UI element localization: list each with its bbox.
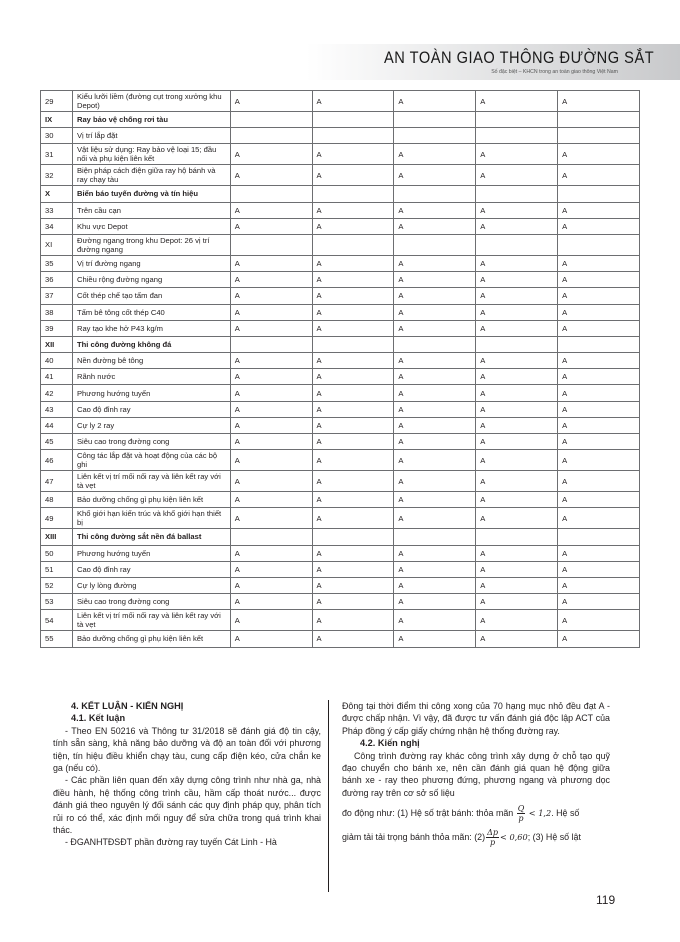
- rating-cell: A: [558, 288, 640, 304]
- fraction-numerator: Δp: [487, 828, 498, 838]
- table-row: [41, 369, 640, 385]
- row-number: 54: [41, 610, 73, 631]
- rating-cell: [558, 336, 640, 352]
- row-number: 53: [41, 594, 73, 610]
- journal-subtitle: Số đặc biệt – KHCN trong an toàn giao thông Việt Nam: [491, 69, 618, 75]
- table-row: [41, 128, 640, 144]
- row-number: XII: [41, 336, 73, 352]
- rating-cell: A: [558, 434, 640, 450]
- rating-cell: A: [312, 304, 394, 320]
- rating-cell: A: [312, 508, 394, 529]
- rating-cell: A: [476, 561, 558, 577]
- right-column: [342, 700, 610, 847]
- conclusion-paragraph-continued: Đông tại thời điểm thi công xong của 70 hạng mục nhỏ đều đạt A - được chấp nhận. Vì vậy, đã được tư vấn đánh giá độc lập ACT của Pháp đồng ý cấp giấy chứng nhận hệ thống đường ray.: [342, 701, 610, 736]
- rating-cell: A: [230, 202, 312, 218]
- journal-title: AN TOÀN GIAO THÔNG ĐƯỜNG SẮT: [383, 48, 654, 67]
- rating-cell: [312, 128, 394, 144]
- section-heading: 4. KẾT LUẬN - KIẾN NGHỊ: [71, 701, 184, 711]
- formula-1-relation: < 1,2: [528, 808, 552, 819]
- row-description: Vật liệu sử dụng: Ray bảo vệ loại 15; đầu nối và phụ kiện liên kết: [72, 144, 230, 165]
- rating-cell: A: [558, 561, 640, 577]
- rating-cell: A: [230, 255, 312, 271]
- row-description: Liên kết vị trí mối nối ray và liên kết ray với tà vẹt: [72, 610, 230, 631]
- rating-cell: [558, 128, 640, 144]
- row-number: 32: [41, 165, 73, 186]
- rating-cell: A: [558, 508, 640, 529]
- evaluation-table: [40, 90, 640, 648]
- rating-cell: [476, 529, 558, 545]
- row-description: Cao độ đỉnh ray: [72, 561, 230, 577]
- table-section-row: [41, 112, 640, 128]
- table-row: [41, 545, 640, 561]
- row-number: 40: [41, 353, 73, 369]
- rating-cell: [476, 112, 558, 128]
- rating-cell: A: [558, 304, 640, 320]
- conclusion-paragraph-3: - ĐGANHTĐSĐT phần đường ray tuyến Cát Linh - Hà: [65, 837, 277, 848]
- rating-cell: A: [230, 561, 312, 577]
- table-row: [41, 353, 640, 369]
- table-body: [41, 91, 640, 648]
- row-number: XIII: [41, 529, 73, 545]
- rating-cell: A: [312, 471, 394, 492]
- formula-1-text: đo động như: (1) Hệ số trật bánh: thỏa mãn: [342, 808, 514, 819]
- rating-cell: A: [230, 165, 312, 186]
- table-row: [41, 417, 640, 433]
- row-number: 55: [41, 631, 73, 647]
- rating-cell: [394, 128, 476, 144]
- rating-cell: A: [230, 304, 312, 320]
- formula-1-tail: . Hệ số: [551, 808, 580, 819]
- rating-cell: A: [230, 610, 312, 631]
- formula-line-1: [342, 804, 610, 823]
- row-number: 38: [41, 304, 73, 320]
- rating-cell: A: [312, 610, 394, 631]
- fraction-denominator: p: [518, 814, 524, 824]
- row-description: Thi công đường không đá: [72, 336, 230, 352]
- rating-cell: A: [558, 401, 640, 417]
- formula-2-relation: < 0,60: [499, 832, 528, 843]
- row-description: Liên kết vị trí mối nối ray và liên kết ray với tà vẹt: [72, 471, 230, 492]
- rating-cell: A: [394, 492, 476, 508]
- rating-cell: A: [230, 369, 312, 385]
- rating-cell: A: [476, 577, 558, 593]
- rating-cell: A: [312, 594, 394, 610]
- rating-cell: A: [394, 471, 476, 492]
- row-number: 49: [41, 508, 73, 529]
- rating-cell: [476, 234, 558, 255]
- subsection-heading-conclusion: 4.1. Kết luận: [71, 713, 126, 724]
- row-number: 45: [41, 434, 73, 450]
- table-row: [41, 234, 640, 255]
- rating-cell: A: [230, 320, 312, 336]
- rating-cell: A: [476, 165, 558, 186]
- rating-cell: A: [476, 144, 558, 165]
- rating-cell: [230, 186, 312, 202]
- rating-cell: A: [476, 272, 558, 288]
- rating-cell: A: [476, 255, 558, 271]
- table-row: [41, 508, 640, 529]
- rating-cell: A: [312, 218, 394, 234]
- rating-cell: A: [312, 434, 394, 450]
- table-row: [41, 561, 640, 577]
- rating-cell: A: [394, 255, 476, 271]
- rating-cell: A: [230, 492, 312, 508]
- table-row: [41, 434, 640, 450]
- table-row: [41, 450, 640, 471]
- rating-cell: A: [394, 545, 476, 561]
- rating-cell: A: [476, 218, 558, 234]
- rating-cell: A: [312, 385, 394, 401]
- row-description: Khổ giới hạn kiến trúc và khổ giới hạn thiết bị: [72, 508, 230, 529]
- table-row: [41, 288, 640, 304]
- rating-cell: [230, 112, 312, 128]
- table-row: [41, 165, 640, 186]
- rating-cell: [230, 234, 312, 255]
- rating-cell: A: [476, 202, 558, 218]
- rating-cell: A: [230, 434, 312, 450]
- row-description: Bảo dưỡng chống gỉ phụ kiện liên kết: [72, 492, 230, 508]
- row-number: 30: [41, 128, 73, 144]
- row-description: Thi công đường sắt nền đá ballast: [72, 529, 230, 545]
- rating-cell: A: [394, 353, 476, 369]
- rating-cell: [394, 336, 476, 352]
- row-number: 35: [41, 255, 73, 271]
- rating-cell: A: [558, 545, 640, 561]
- rating-cell: A: [476, 434, 558, 450]
- rating-cell: A: [230, 545, 312, 561]
- rating-cell: A: [394, 165, 476, 186]
- table-row: [41, 401, 640, 417]
- rating-cell: A: [558, 577, 640, 593]
- rating-cell: A: [312, 288, 394, 304]
- row-description: Khu vực Depot: [72, 218, 230, 234]
- rating-cell: A: [394, 218, 476, 234]
- rating-cell: A: [394, 450, 476, 471]
- rating-cell: A: [476, 401, 558, 417]
- row-description: Phương hướng tuyến: [72, 545, 230, 561]
- row-description: Vị trí lắp đặt: [72, 128, 230, 144]
- rating-cell: A: [476, 417, 558, 433]
- conclusion-paragraph-2: - Các phần liên quan đến xây dựng công trình như nhà ga, nhà điều hành, hệ thống công trình cầu, hầm cấp thoát nước... được đánh giá theo nguyên lý đối sánh các quy định pháp quy, phân tích rủi ro có thể, xác định mối nguy để sửa chữa trong quá trình khai thác.: [53, 775, 321, 836]
- row-number: 44: [41, 417, 73, 433]
- rating-cell: A: [312, 417, 394, 433]
- table-row: [41, 492, 640, 508]
- rating-cell: A: [558, 320, 640, 336]
- rating-cell: A: [476, 508, 558, 529]
- rating-cell: A: [558, 417, 640, 433]
- rating-cell: A: [476, 288, 558, 304]
- rating-cell: A: [230, 288, 312, 304]
- recommendation-paragraph: Công trình đường ray khác công trình xây dựng ở chỗ tạo quỹ đạo chuyển cho bánh xe, nên cần đánh giá quan hệ động giữa bánh xe - ray theo phương đứng, phương ngang và phương dọc đường ray trên cơ sở số liệu: [342, 750, 610, 798]
- table-row: [41, 272, 640, 288]
- rating-cell: A: [394, 320, 476, 336]
- rating-cell: A: [312, 577, 394, 593]
- rating-cell: A: [394, 610, 476, 631]
- table-section-row: [41, 186, 640, 202]
- row-description: Nền đường bê tông: [72, 353, 230, 369]
- row-description: Bảo dưỡng chống gỉ phụ kiện liên kết: [72, 631, 230, 647]
- fraction-dp-over-p: [486, 828, 499, 847]
- rating-cell: A: [230, 385, 312, 401]
- rating-cell: A: [312, 369, 394, 385]
- rating-cell: A: [312, 320, 394, 336]
- fraction-numerator: Q: [517, 804, 525, 814]
- row-number: 46: [41, 450, 73, 471]
- table-row: [41, 471, 640, 492]
- rating-cell: A: [394, 434, 476, 450]
- rating-cell: A: [476, 450, 558, 471]
- row-description: Tấm bê tông cốt thép C40: [72, 304, 230, 320]
- rating-cell: [476, 336, 558, 352]
- rating-cell: A: [312, 561, 394, 577]
- row-description: Siêu cao trong đường cong: [72, 594, 230, 610]
- rating-cell: A: [558, 471, 640, 492]
- rating-cell: A: [558, 594, 640, 610]
- rating-cell: A: [476, 385, 558, 401]
- rating-cell: A: [230, 594, 312, 610]
- rating-cell: A: [230, 508, 312, 529]
- rating-cell: A: [312, 255, 394, 271]
- table-section-row: [41, 529, 640, 545]
- rating-cell: [394, 234, 476, 255]
- rating-cell: A: [476, 369, 558, 385]
- rating-cell: [558, 234, 640, 255]
- rating-cell: A: [558, 272, 640, 288]
- row-description: Chiều rộng đường ngang: [72, 272, 230, 288]
- table-row: [41, 255, 640, 271]
- rating-cell: A: [558, 165, 640, 186]
- row-description: Biển báo tuyến đường và tín hiệu: [72, 186, 230, 202]
- rating-cell: A: [394, 304, 476, 320]
- row-description: Công tác lắp đặt và hoạt động của các bộ ghi: [72, 450, 230, 471]
- rating-cell: [230, 336, 312, 352]
- row-number: XI: [41, 234, 73, 255]
- table-row: [41, 610, 640, 631]
- rating-cell: A: [394, 401, 476, 417]
- row-number: 36: [41, 272, 73, 288]
- rating-cell: A: [476, 304, 558, 320]
- rating-cell: [312, 186, 394, 202]
- conclusion-paragraph-1: - Theo EN 50216 và Thông tư 31/2018 sẽ đánh giá độ tin cậy, tính sẵn sàng, khả năng bảo dưỡng và độ an toàn đối với phương tiện, tín hiệu điều khiển chạy tàu, cung cấp điện kéo, cửa chắn ke ga (nếu có).: [53, 725, 321, 774]
- rating-cell: A: [312, 165, 394, 186]
- table-row: [41, 577, 640, 593]
- row-number: 50: [41, 545, 73, 561]
- page-number: 119: [596, 893, 616, 907]
- row-description: Biện pháp cách điện giữa ray hộ bánh và ray chạy tàu: [72, 165, 230, 186]
- rating-cell: A: [558, 631, 640, 647]
- rating-cell: A: [312, 545, 394, 561]
- rating-cell: A: [230, 631, 312, 647]
- row-number: 29: [41, 91, 73, 112]
- rating-cell: A: [558, 353, 640, 369]
- row-description: Phương hướng tuyến: [72, 385, 230, 401]
- table-row: [41, 144, 640, 165]
- rating-cell: A: [230, 401, 312, 417]
- rating-cell: A: [394, 385, 476, 401]
- left-column: [53, 700, 321, 849]
- rating-cell: A: [312, 202, 394, 218]
- rating-cell: A: [558, 91, 640, 112]
- rating-cell: A: [312, 91, 394, 112]
- rating-cell: [312, 234, 394, 255]
- rating-cell: A: [558, 450, 640, 471]
- rating-cell: A: [230, 144, 312, 165]
- table-row: [41, 304, 640, 320]
- rating-cell: A: [312, 353, 394, 369]
- row-number: 34: [41, 218, 73, 234]
- rating-cell: A: [476, 631, 558, 647]
- rating-cell: A: [394, 369, 476, 385]
- rating-cell: A: [558, 202, 640, 218]
- rating-cell: A: [558, 255, 640, 271]
- rating-cell: [312, 336, 394, 352]
- rating-cell: A: [558, 144, 640, 165]
- rating-cell: A: [394, 561, 476, 577]
- formula-2-text: giảm tải tải trọng bánh thỏa mãn: (2): [342, 832, 486, 843]
- table-row: [41, 631, 640, 647]
- rating-cell: A: [394, 272, 476, 288]
- table-section-row: [41, 336, 640, 352]
- rating-cell: A: [558, 492, 640, 508]
- rating-cell: A: [394, 91, 476, 112]
- rating-cell: A: [312, 272, 394, 288]
- rating-cell: A: [558, 369, 640, 385]
- rating-cell: A: [394, 202, 476, 218]
- rating-cell: A: [558, 610, 640, 631]
- rating-cell: A: [394, 594, 476, 610]
- row-description: Cốt thép chế tạo tấm đan: [72, 288, 230, 304]
- rating-cell: [312, 529, 394, 545]
- row-description: Siêu cao trong đường cong: [72, 434, 230, 450]
- rating-cell: A: [230, 218, 312, 234]
- row-description: Kiểu lưỡi liềm (đường cụt trong xưởng khu Depot): [72, 91, 230, 112]
- rating-cell: [558, 112, 640, 128]
- table-row: [41, 320, 640, 336]
- rating-cell: A: [476, 594, 558, 610]
- rating-cell: A: [394, 288, 476, 304]
- rating-cell: A: [230, 471, 312, 492]
- rating-cell: [476, 128, 558, 144]
- rating-cell: A: [312, 492, 394, 508]
- rating-cell: A: [476, 91, 558, 112]
- rating-cell: A: [394, 631, 476, 647]
- rating-cell: A: [476, 353, 558, 369]
- row-description: Trên cầu cạn: [72, 202, 230, 218]
- row-number: 48: [41, 492, 73, 508]
- rating-cell: A: [230, 577, 312, 593]
- table-row: [41, 91, 640, 112]
- table-row: [41, 202, 640, 218]
- rating-cell: [312, 112, 394, 128]
- row-number: 37: [41, 288, 73, 304]
- rating-cell: [558, 186, 640, 202]
- rating-cell: A: [394, 144, 476, 165]
- row-number: 41: [41, 369, 73, 385]
- row-number: 31: [41, 144, 73, 165]
- rating-cell: [230, 529, 312, 545]
- row-number: X: [41, 186, 73, 202]
- row-number: 43: [41, 401, 73, 417]
- rating-cell: [230, 128, 312, 144]
- rating-cell: A: [558, 385, 640, 401]
- rating-cell: A: [230, 353, 312, 369]
- rating-cell: [394, 186, 476, 202]
- column-divider: [328, 700, 329, 892]
- row-number: 47: [41, 471, 73, 492]
- rating-cell: [558, 529, 640, 545]
- fraction-q-over-p: [517, 804, 526, 823]
- row-description: Vị trí đường ngang: [72, 255, 230, 271]
- rating-cell: A: [476, 545, 558, 561]
- row-description: Cự ly 2 ray: [72, 417, 230, 433]
- rating-cell: A: [558, 218, 640, 234]
- table-row: [41, 385, 640, 401]
- formula-2-tail: ; (3) Hệ số lật: [527, 832, 581, 843]
- formula-line-2: [342, 828, 610, 847]
- rating-cell: A: [230, 272, 312, 288]
- row-description: Đường ngang trong khu Depot: 26 vị trí đường ngang: [72, 234, 230, 255]
- rating-cell: A: [230, 450, 312, 471]
- rating-cell: A: [394, 417, 476, 433]
- table-row: [41, 218, 640, 234]
- rating-cell: A: [312, 144, 394, 165]
- subsection-heading-recommendation: 4.2. Kiến nghị: [360, 738, 420, 749]
- rating-cell: A: [230, 417, 312, 433]
- row-number: 33: [41, 202, 73, 218]
- rating-cell: A: [394, 577, 476, 593]
- rating-cell: [394, 112, 476, 128]
- rating-cell: A: [312, 401, 394, 417]
- table-row: [41, 594, 640, 610]
- rating-cell: A: [230, 91, 312, 112]
- fraction-denominator: p: [489, 838, 496, 848]
- row-description: Rãnh nước: [72, 369, 230, 385]
- row-description: Ray tạo khe hở P43 kg/m: [72, 320, 230, 336]
- row-description: Cự ly lòng đường: [72, 577, 230, 593]
- rating-cell: A: [476, 492, 558, 508]
- rating-cell: A: [312, 450, 394, 471]
- rating-cell: A: [394, 508, 476, 529]
- rating-cell: [394, 529, 476, 545]
- row-number: 52: [41, 577, 73, 593]
- row-description: Ray bảo vệ chống rơi tàu: [72, 112, 230, 128]
- rating-cell: A: [312, 631, 394, 647]
- rating-cell: A: [476, 320, 558, 336]
- rating-cell: A: [476, 610, 558, 631]
- rating-cell: [476, 186, 558, 202]
- row-description: Cao độ đỉnh ray: [72, 401, 230, 417]
- row-number: IX: [41, 112, 73, 128]
- row-number: 42: [41, 385, 73, 401]
- row-number: 51: [41, 561, 73, 577]
- rating-cell: A: [476, 471, 558, 492]
- row-number: 39: [41, 320, 73, 336]
